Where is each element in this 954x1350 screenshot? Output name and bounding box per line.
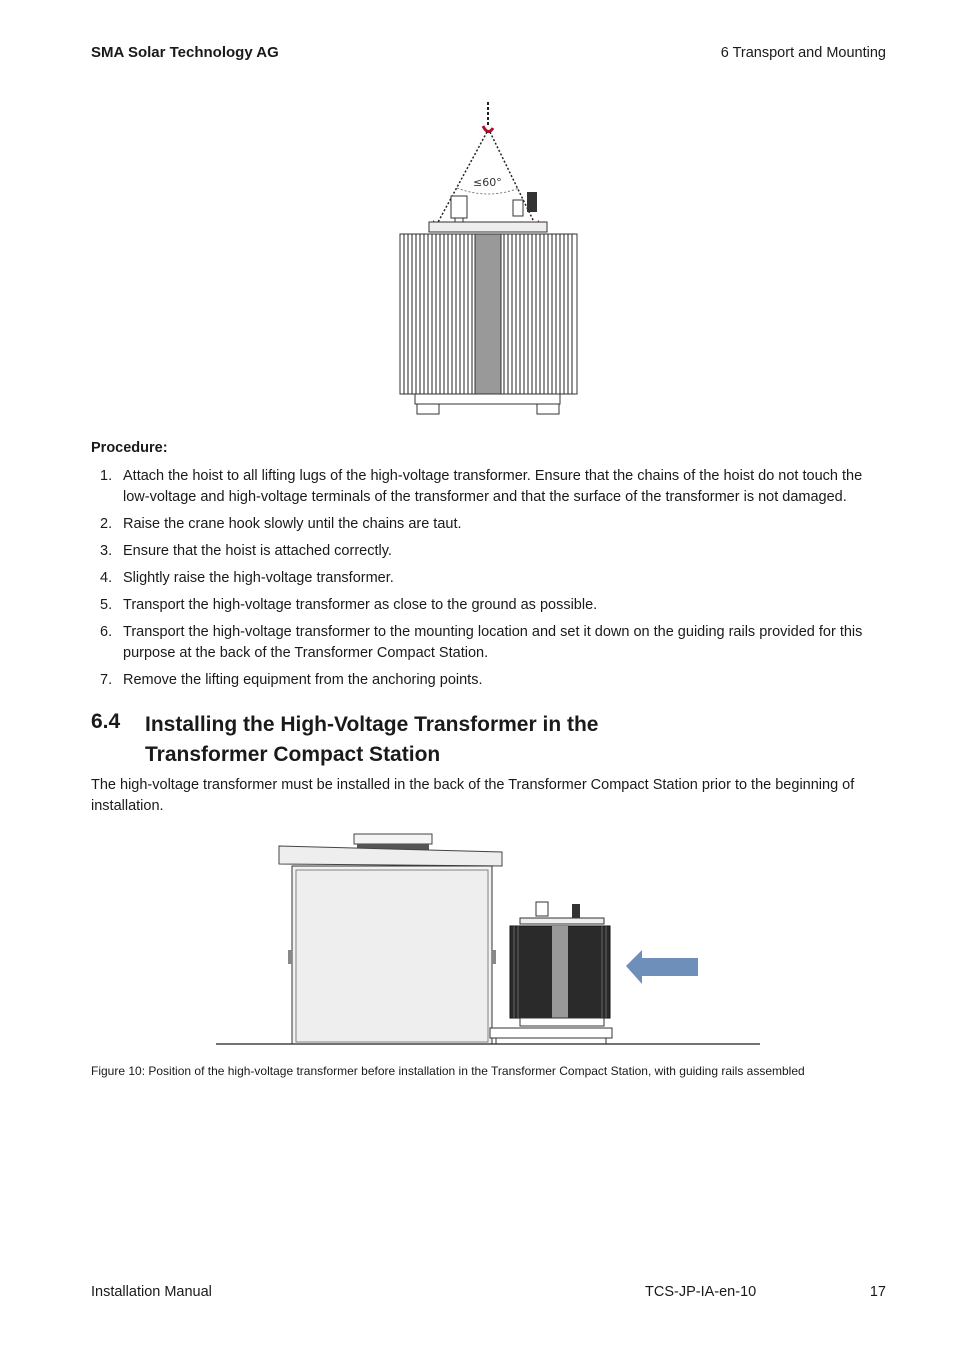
list-item: 7. Remove the lifting equipment from the anchoring points.	[100, 672, 483, 688]
angle-label: ≤60°	[473, 176, 502, 189]
footer-manual: Installation Manual	[91, 1284, 212, 1300]
footer-doc-id: TCS-JP-IA-en-10	[645, 1284, 757, 1300]
header-company: SMA Solar Technology AG	[91, 44, 279, 61]
insertion-arrow-icon	[626, 950, 698, 984]
header-chapter: 6 Transport and Mounting	[720, 45, 886, 61]
list-item: 5. Transport the high-voltage transformer as close to the ground as possible.	[100, 597, 598, 613]
page-number: 17	[869, 1284, 886, 1300]
list-item: 6. Transport the high-voltage transformer to the mounting location and set it down on the guiding rails provided for this purpose at the back of the Transformer Compact Station.	[100, 624, 863, 661]
procedure-label: Procedure:	[91, 440, 168, 456]
list-item: 4. Slightly raise the high-voltage transformer.	[100, 570, 394, 586]
section-number: 6.4	[91, 710, 121, 733]
list-item: 2. Raise the crane hook slowly until the chains are taut.	[100, 516, 462, 532]
procedure-steps	[91, 466, 886, 697]
section-intro: The high-voltage transformer must be installed in the back of the Transformer Compact Station prior to the beginning of installation.	[91, 777, 855, 814]
section-title: Installing the High-Voltage Transformer in the Transformer Compact Station	[145, 713, 599, 766]
list-item: 1. Attach the hoist to all lifting lugs of the high-voltage transformer. Ensure that the chains of the hoist do not touch the low-voltage and high-voltage terminals of the transformer and that the surface of the transformer is not damaged.	[100, 468, 863, 505]
transformer-hoist-figure	[395, 100, 585, 420]
figure-caption: Figure 10: Position of the high-voltage transformer before installation in the Transformer Compact Station, with guiding rails assembled	[91, 1064, 805, 1078]
station-transformer-figure	[214, 830, 764, 1050]
crane-hook-icon	[483, 102, 493, 132]
list-item: 3. Ensure that the hoist is attached correctly.	[100, 543, 392, 559]
